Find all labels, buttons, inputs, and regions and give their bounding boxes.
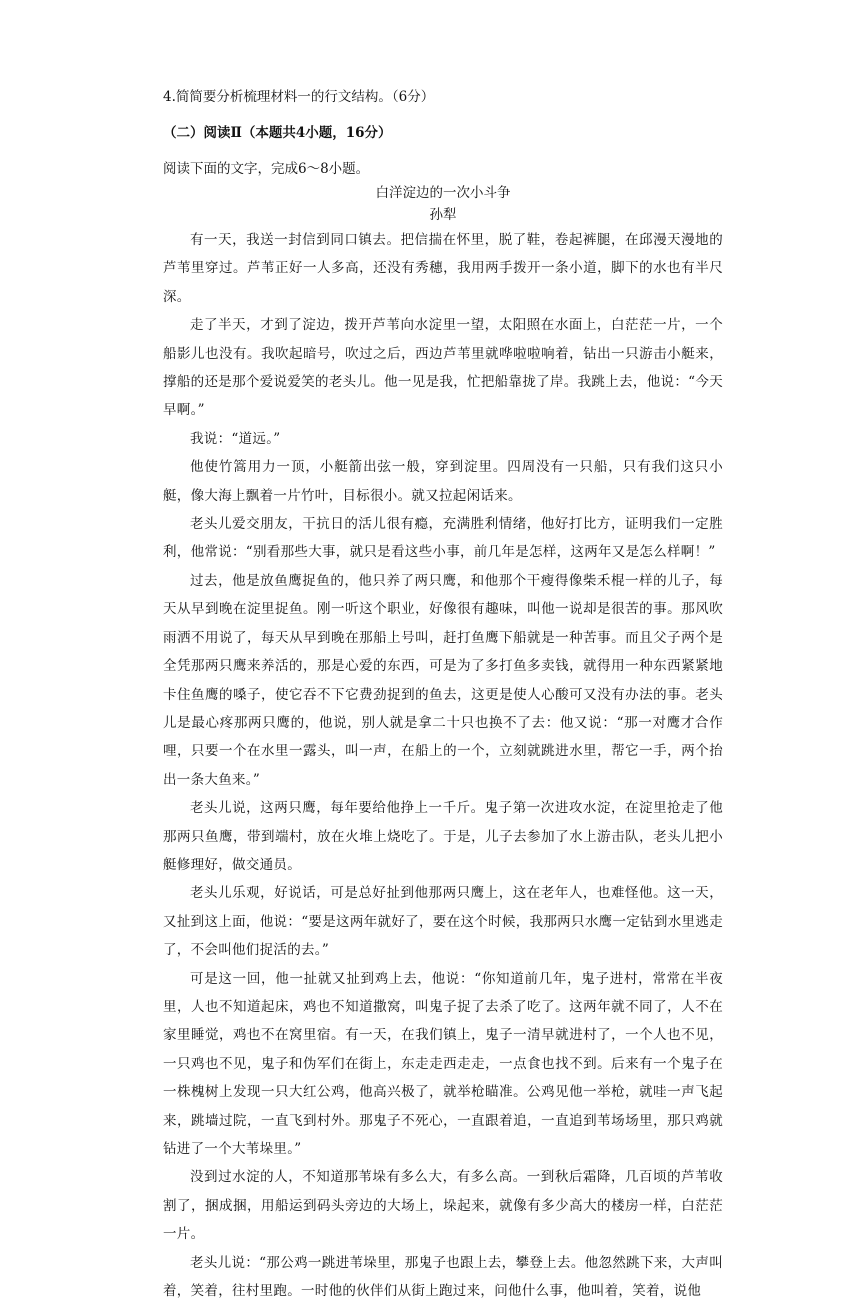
article-paragraph: 老头儿说，这两只鹰，每年要给他挣上一千斤。鬼子第一次进攻水淀，在淀里抢走了他那两只鱼鹰，带到端村，放在火堆上烧吃了。于是，儿子去参加了水上游击队，老头儿把小艇修理好，做交通员。: [163, 800, 723, 873]
article-paragraph: 可是这一回，他一扯就又扯到鸡上去，他说：“你知道前几年，鬼子进村，常常在半夜里，人也不知道起床，鸡也不知道撒窝，叫鬼子捉了去杀了吃了。这两年就不同了，人不在家里睡觉，鸡也不在窝里宿。有一天，在我们镇上，鬼子一清早就进村了，一个人也不见，一只鸡也不见，鬼子和伪军们在街上，东走走西走走，一点食也找不到。后来有一个鬼子在一株槐树上发现一只大红公鸡，他高兴极了，就举枪瞄准。公鸡见他一举枪，就哇一声飞起来，跳墙过院，一直飞到村外。那鬼子不死心，一直跟着追，一直追到苇场场里，那只鸡就钻进了一个大苇垛里。”: [163, 970, 723, 1157]
article-paragraph: 老头儿乐观，好说话，可是总好扯到他那两只鹰上，这在老年人，也难怪他。这一天，又扯到这上面，他说：“要是这两年就好了，要在这个时候，我那两只水鹰一定钻到水里逃走了，不会叫他们捉活的去。”: [163, 885, 723, 959]
article-body: [163, 226, 723, 1305]
article-paragraph: 他使竹篙用力一顶，小艇箭出弦一般，穿到淀里。四周没有一只船，只有我们这只小艇，像大海上飘着一片竹叶，目标很小。就又拉起闲话来。: [163, 459, 723, 504]
exam-page: [163, 86, 723, 1305]
article-title: 白洋淀边的一次小斗争: [375, 185, 511, 201]
article-paragraph: 老头儿说：“那公鸡一跳进苇垛里，那鬼子也跟上去，攀登上去。他忽然跳下来，大声叫着，笑着，往村里跑。一时他的伙伴们从街上跑过来，问他什么事，他叫着，笑着，说他: [163, 1254, 723, 1300]
reading-instruction: 阅读下面的文字，完成6～8小题。: [163, 161, 370, 177]
question-4: 4.简简要分析梳理材料一的行文结构。（6分）: [163, 89, 435, 105]
article-paragraph: 我说：“道远。”: [190, 430, 281, 447]
article-author: 孙犁: [429, 207, 457, 223]
article-paragraph: 过去，他是放鱼鹰捉鱼的，他只养了两只鹰，和他那个干瘦得像柴禾棍一样的儿子，每天从早到晚在淀里捉鱼。刚一听这个职业，好像很有趣味，叫他一说却是很苦的事。那风吹雨洒不用说了，每天从早到晚在那船上号叫，赶打鱼鹰下船就是一种苦事。而且父子两个是全凭那两只鹰来养活的，那是心爱的东西，可是为了多打鱼多卖钱，就得用一种东西紧紧地卡住鱼鹰的嗓子，使它吞不下它费劲捉到的鱼去，这更是使人心酸可又没有办法的事。老头儿是最心疼那两只鹰的，他说，别人就是拿二十只也换不了去：他又说：“那一对鹰才合作哩，只要一个在水里一露头，叫一声，在船上的一个，立刻就跳进水里，帮它一手，两个抬出一条大鱼来。”: [163, 572, 723, 788]
article-paragraph: 走了半天，才到了淀边，拨开芦苇向水淀里一望，太阳照在水面上，白茫茫一片，一个船影儿也没有。我吹起暗号，吹过之后，西边芦苇里就哗啦啦响着，钻出一只游击小艇来，撑船的还是那个爱说爱笑的老头儿。他一见是我，忙把船靠拢了岸。我跳上去，他说：“今天早啊。”: [163, 317, 723, 419]
article-paragraph: 有一天，我送一封信到同口镇去。把信揣在怀里，脱了鞋，卷起裤腿，在邱漫天漫地的芦苇里穿过。芦苇正好一人多高，还没有秀穗，我用两手拨开一条小道，脚下的水也有半尺深。: [163, 232, 723, 305]
section-heading: （二）阅读Ⅱ（本题共4小题，16分）: [163, 125, 392, 141]
article-paragraph: 没到过水淀的人，不知道那苇垛有多么大，有多么高。一到秋后霜降，几百顷的芦苇收割了，捆成捆，用船运到码头旁边的大场上，垛起来，就像有多少高大的楼房一样，白茫茫一片。: [163, 1169, 723, 1243]
article-paragraph: 老头儿爱交朋友，干抗日的活儿很有瘾，充满胜利情绪，他好打比方，证明我们一定胜利，他常说：“别看那些大事，就只是看这些小事，前几年是怎样，这两年又是怎么样啊！”: [163, 516, 723, 561]
